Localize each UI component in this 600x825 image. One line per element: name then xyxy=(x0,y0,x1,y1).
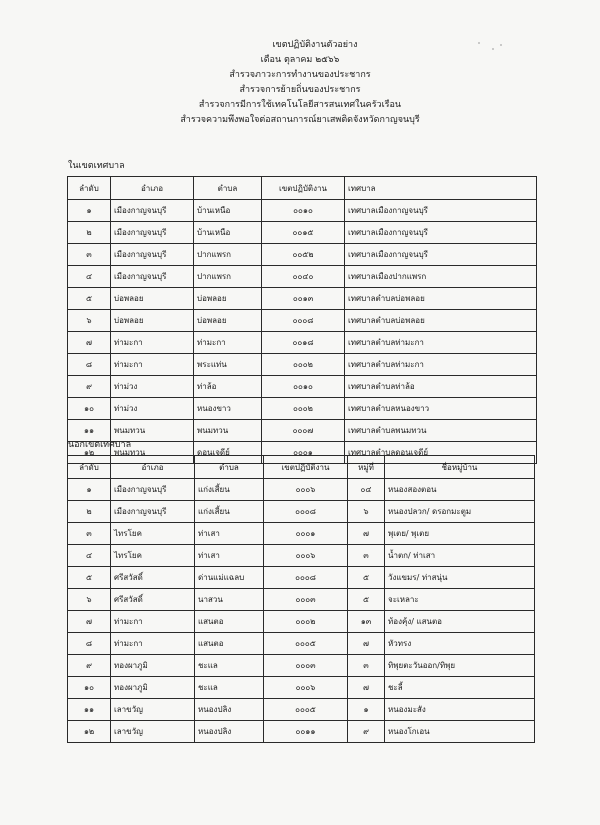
cell-village-no: ๓ xyxy=(348,545,385,567)
table-row xyxy=(68,244,537,266)
cell-district: ท่ามะกา xyxy=(111,633,195,655)
cell-ea: ๐๐๑๑ xyxy=(264,721,348,743)
cell-subdistrict: ท่าเสา xyxy=(195,523,264,545)
cell-district: เมืองกาญจนบุรี xyxy=(111,222,194,244)
cell-order: ๑๐ xyxy=(68,677,111,699)
municipal-table-body xyxy=(68,200,537,464)
cell-order: ๓ xyxy=(68,523,111,545)
cell-village-name: จะเหลาะ xyxy=(385,589,535,611)
cell-district: บ่อพลอย xyxy=(111,288,194,310)
table-row xyxy=(68,721,535,743)
table-header-row xyxy=(68,456,535,479)
cell-ea: ๐๐๐๖ xyxy=(264,479,348,501)
cell-district: เลาขวัญ xyxy=(111,699,195,721)
cell-order: ๔ xyxy=(68,266,111,288)
table-row xyxy=(68,266,537,288)
cell-ea: ๐๐๐๘ xyxy=(262,310,345,332)
table-row xyxy=(68,332,537,354)
cell-order: ๙ xyxy=(68,376,111,398)
document-header xyxy=(0,38,600,128)
cell-ea: ๐๐๐๓ xyxy=(264,655,348,677)
cell-ea: ๐๐๐๑ xyxy=(264,523,348,545)
cell-municipality: เทศบาลเมืองกาญจนบุรี xyxy=(345,244,537,266)
cell-ea: ๐๐๐๒ xyxy=(262,354,345,376)
cell-order: ๒ xyxy=(68,501,111,523)
nonmunicipal-table-body xyxy=(68,479,535,743)
cell-subdistrict: พระแท่น xyxy=(194,354,262,376)
col-header-ea: เขตปฏิบัติงาน xyxy=(262,177,345,200)
cell-order: ๑๐ xyxy=(68,398,111,420)
table-row xyxy=(68,501,535,523)
cell-order: ๑๒ xyxy=(68,442,111,464)
cell-village-name: ชะลี้ xyxy=(385,677,535,699)
cell-village-name: ท้องคุ้ง/ แสนตอ xyxy=(385,611,535,633)
cell-subdistrict: บ่อพลอย xyxy=(194,310,262,332)
cell-municipality: เทศบาลเมืองกาญจนบุรี xyxy=(345,222,537,244)
municipal-table xyxy=(67,176,537,464)
cell-municipality: เทศบาลตำบลบ่อพลอย xyxy=(345,310,537,332)
col-header-subdistrict: ตำบล xyxy=(194,177,262,200)
cell-order: ๘ xyxy=(68,354,111,376)
cell-district: ไทรโยค xyxy=(111,523,195,545)
header-survey-migration: สำรวจการย้ายถิ่นของประชากร xyxy=(239,85,361,95)
cell-ea: ๐๐๑๕ xyxy=(262,222,345,244)
col-header-district: อำเภอ xyxy=(111,177,194,200)
cell-municipality: เทศบาลตำบลท่ามะกา xyxy=(345,354,537,376)
cell-district: พนมทวน xyxy=(111,442,194,464)
cell-subdistrict: หนองปลิง xyxy=(195,721,264,743)
cell-subdistrict: หนองปลิง xyxy=(195,699,264,721)
cell-village-no: ๗ xyxy=(348,523,385,545)
table-row xyxy=(68,376,537,398)
cell-subdistrict: ท่ามะกา xyxy=(194,332,262,354)
cell-subdistrict: ปากแพรก xyxy=(194,266,262,288)
nonmunicipal-table xyxy=(67,455,535,743)
cell-village-no: ๗ xyxy=(348,633,385,655)
cell-municipality: เทศบาลเมืองปากแพรก xyxy=(345,266,537,288)
cell-ea: ๐๐๕๒ xyxy=(262,244,345,266)
cell-district: เมืองกาญจนบุรี xyxy=(111,244,194,266)
table-row xyxy=(68,420,537,442)
cell-order: ๑ xyxy=(68,200,111,222)
cell-ea: ๐๐๑๐ xyxy=(262,376,345,398)
scan-speck xyxy=(500,44,502,46)
cell-village-name: พุเตย/ พุเตย xyxy=(385,523,535,545)
col-header-order: ลำดับ xyxy=(68,456,111,479)
cell-district: ศรีสวัสดิ์ xyxy=(111,589,195,611)
cell-village-no: ๖ xyxy=(348,501,385,523)
cell-municipality: เทศบาลตำบลท่ามะกา xyxy=(345,332,537,354)
cell-village-no: ๐๔ xyxy=(348,479,385,501)
cell-district: ศรีสวัสดิ์ xyxy=(111,567,195,589)
cell-ea: ๐๐๐๓ xyxy=(264,589,348,611)
table-row xyxy=(68,545,535,567)
cell-order: ๔ xyxy=(68,545,111,567)
cell-order: ๒ xyxy=(68,222,111,244)
cell-district: ท่าม่วง xyxy=(111,376,194,398)
cell-village-no: ๗ xyxy=(348,677,385,699)
table-header-row xyxy=(68,177,537,200)
cell-subdistrict: บ่อพลอย xyxy=(194,288,262,310)
cell-district: ท่ามะกา xyxy=(111,332,194,354)
cell-order: ๕ xyxy=(68,567,111,589)
col-header-subdistrict: ตำบล xyxy=(195,456,264,479)
cell-village-name: ทิพุยตะวันออก/ทิพุย xyxy=(385,655,535,677)
cell-order: ๑๒ xyxy=(68,721,111,743)
scan-speck xyxy=(478,42,480,44)
cell-ea: ๐๐๐๖ xyxy=(264,677,348,699)
header-title: เขตปฏิบัติงานตัวอย่าง xyxy=(272,40,358,50)
municipal-section-label: ในเขตเทศบาล xyxy=(68,161,125,171)
table-row xyxy=(68,398,537,420)
cell-order: ๑๑ xyxy=(68,420,111,442)
cell-subdistrict: พนมทวน xyxy=(194,420,262,442)
cell-municipality: เทศบาลตำบลดอนเจดีย์ xyxy=(345,442,537,464)
cell-municipality: เทศบาลตำบลพนมทวน xyxy=(345,420,537,442)
cell-ea: ๐๐๑๘ xyxy=(262,332,345,354)
cell-district: ท่ามะกา xyxy=(111,354,194,376)
table-row xyxy=(68,310,537,332)
cell-ea: ๐๐๐๗ xyxy=(262,420,345,442)
cell-subdistrict: แสนตอ xyxy=(195,633,264,655)
cell-ea: ๐๐๑๓ xyxy=(262,288,345,310)
cell-municipality: เทศบาลตำบลหนองขาว xyxy=(345,398,537,420)
cell-district: ไทรโยค xyxy=(111,545,195,567)
table-row xyxy=(68,633,535,655)
cell-ea: ๐๐๐๕ xyxy=(264,699,348,721)
table-row xyxy=(68,677,535,699)
cell-subdistrict: ปากแพรก xyxy=(194,244,262,266)
cell-subdistrict: ท่าเสา xyxy=(195,545,264,567)
cell-subdistrict: บ้านเหนือ xyxy=(194,222,262,244)
cell-village-no: ๕ xyxy=(348,567,385,589)
cell-order: ๙ xyxy=(68,655,111,677)
cell-ea: ๐๐๑๐ xyxy=(262,200,345,222)
table-row xyxy=(68,354,537,376)
cell-district: ทองผาภูมิ xyxy=(111,655,195,677)
col-header-district: อำเภอ xyxy=(111,456,195,479)
cell-municipality: เทศบาลตำบลบ่อพลอย xyxy=(345,288,537,310)
cell-village-name: หนองโกเอน xyxy=(385,721,535,743)
header-survey-drugs: สำรวจความพึงพอใจต่อสถานการณ์ยาเสพติดจังหวัดกาญจนบุรี xyxy=(180,115,420,125)
cell-ea: ๐๐๐๘ xyxy=(264,501,348,523)
scan-speck xyxy=(492,48,494,50)
cell-village-no: ๑๓ xyxy=(348,611,385,633)
cell-village-name: หนองมะสัง xyxy=(385,699,535,721)
cell-subdistrict: ดอนเจดีย์ xyxy=(194,442,262,464)
cell-subdistrict: ด่านแม่แฉลบ xyxy=(195,567,264,589)
cell-district: ท่าม่วง xyxy=(111,398,194,420)
table-row xyxy=(68,567,535,589)
cell-ea: ๐๐๐๑ xyxy=(262,442,345,464)
cell-village-no: ๙ xyxy=(348,721,385,743)
table-row xyxy=(68,222,537,244)
col-header-municipality: เทศบาล xyxy=(345,177,537,200)
cell-village-no: ๓ xyxy=(348,655,385,677)
table-row xyxy=(68,523,535,545)
cell-district: เมืองกาญจนบุรี xyxy=(111,501,195,523)
cell-ea: ๐๐๐๕ xyxy=(264,633,348,655)
cell-order: ๗ xyxy=(68,332,111,354)
cell-district: ท่ามะกา xyxy=(111,611,195,633)
cell-ea: ๐๐๐๒ xyxy=(262,398,345,420)
col-header-village-name: ชื่อหมู่บ้าน xyxy=(385,456,535,479)
cell-district: ทองผาภูมิ xyxy=(111,677,195,699)
cell-district: พนมทวน xyxy=(111,420,194,442)
cell-ea: ๐๐๐๘ xyxy=(264,567,348,589)
cell-order: ๖ xyxy=(68,589,111,611)
cell-district: บ่อพลอย xyxy=(111,310,194,332)
cell-ea: ๐๐๔๐ xyxy=(262,266,345,288)
header-month: เดือน ตุลาคม ๒๕๖๖ xyxy=(260,55,340,65)
cell-municipality: เทศบาลตำบลท่าล้อ xyxy=(345,376,537,398)
cell-district: เมืองกาญจนบุรี xyxy=(111,479,195,501)
col-header-order: ลำดับ xyxy=(68,177,111,200)
cell-village-name: หนองสองตอน xyxy=(385,479,535,501)
table-row xyxy=(68,589,535,611)
table-row xyxy=(68,699,535,721)
header-survey-ict: สำรวจการมีการใช้เทคโนโลยีสารสนเทศในครัวเรือน xyxy=(198,100,402,110)
cell-subdistrict: แก่งเสี้ยน xyxy=(195,501,264,523)
cell-subdistrict: ท่าล้อ xyxy=(194,376,262,398)
cell-subdistrict: บ้านเหนือ xyxy=(194,200,262,222)
cell-village-name: หัวทรง xyxy=(385,633,535,655)
cell-municipality: เทศบาลเมืองกาญจนบุรี xyxy=(345,200,537,222)
cell-subdistrict: แสนตอ xyxy=(195,611,264,633)
cell-village-no: ๕ xyxy=(348,589,385,611)
table-row xyxy=(68,288,537,310)
cell-order: ๑๑ xyxy=(68,699,111,721)
cell-ea: ๐๐๐๖ xyxy=(264,545,348,567)
cell-district: เลาขวัญ xyxy=(111,721,195,743)
cell-district: เมืองกาญจนบุรี xyxy=(111,266,194,288)
col-header-ea: เขตปฏิบัติงาน xyxy=(264,456,348,479)
cell-order: ๓ xyxy=(68,244,111,266)
cell-order: ๑ xyxy=(68,479,111,501)
header-survey-labor: สำรวจภาวะการทำงานของประชากร xyxy=(229,70,371,80)
cell-subdistrict: แก่งเสี้ยน xyxy=(195,479,264,501)
table-row xyxy=(68,611,535,633)
cell-subdistrict: ชะแล xyxy=(195,677,264,699)
cell-subdistrict: ชะแล xyxy=(195,655,264,677)
cell-village-name: วังแขมร/ ท่าสนุ่น xyxy=(385,567,535,589)
table-row xyxy=(68,200,537,222)
cell-village-name: น้ำตก/ ท่าเสา xyxy=(385,545,535,567)
table-row xyxy=(68,655,535,677)
cell-ea: ๐๐๐๒ xyxy=(264,611,348,633)
nonmunicipal-section-label: นอกเขตเทศบาล xyxy=(68,440,132,450)
cell-village-name: หนองปลวก/ ดรอกมะตูม xyxy=(385,501,535,523)
cell-district: เมืองกาญจนบุรี xyxy=(111,200,194,222)
col-header-village-no: หมู่ที่ xyxy=(348,456,385,479)
table-row xyxy=(68,479,535,501)
cell-order: ๘ xyxy=(68,633,111,655)
cell-order: ๗ xyxy=(68,611,111,633)
cell-order: ๕ xyxy=(68,288,111,310)
cell-order: ๖ xyxy=(68,310,111,332)
cell-subdistrict: หนองขาว xyxy=(194,398,262,420)
cell-subdistrict: นาสวน xyxy=(195,589,264,611)
cell-village-no: ๑ xyxy=(348,699,385,721)
